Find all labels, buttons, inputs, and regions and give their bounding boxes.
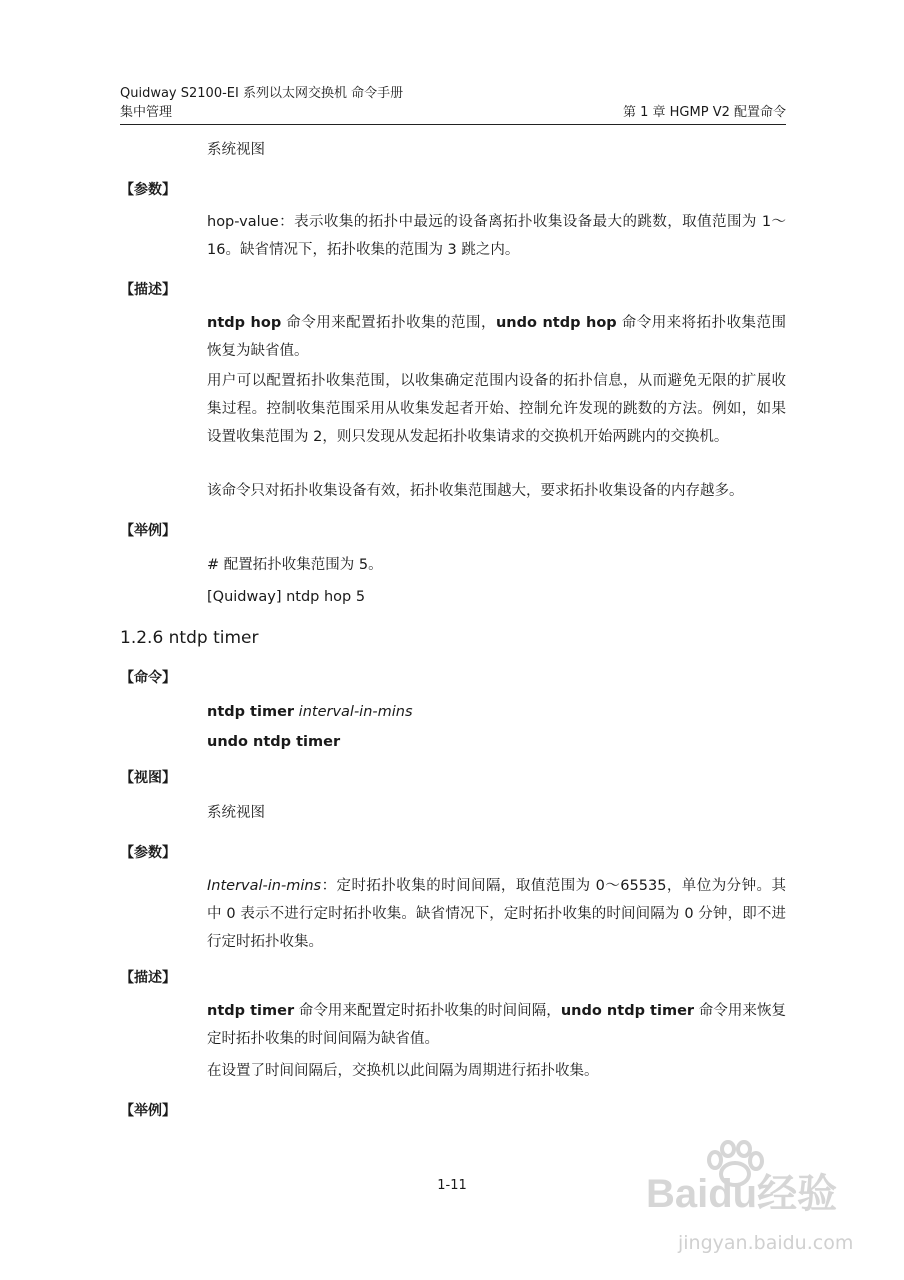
desc-paragraph-2: 用户可以配置拓扑收集范围，以收集确定范围内设备的拓扑信息，从而避免无限的扩展收集过程。控制收集范围采用从收集发起者开始、控制允许发现的跳数的方法。例如，如果设置收集范围为 2，则只发现从发起拓扑收集请求的交换机开始两跳内的交换机。 bbox=[207, 373, 786, 445]
baidu-watermark bbox=[640, 1140, 860, 1270]
desc-text: 命令用来将拓扑收集范围恢复为缺省值。 bbox=[207, 315, 787, 359]
example-comment: # 配置拓扑收集范围为 5。 bbox=[207, 557, 383, 573]
command-keyword: ntdp timer bbox=[207, 704, 295, 720]
params-text: ：定时拓扑收集的时间间隔，取值范围为 0～65535，单位为分钟。其中 0 表示不进行定时拓扑收集。缺省情况下，定时拓扑收集的时间间隔为 0 分钟，即不进行定时拓扑收集。 bbox=[207, 878, 786, 950]
watermark-url: jingyan.baidu.com bbox=[678, 1232, 854, 1254]
desc-paragraph-1 bbox=[207, 997, 786, 1053]
command-syntax-2: undo ntdp timer bbox=[207, 734, 341, 750]
params-text: ：表示收集的拓扑中最远的设备离拓扑收集设备最大的跳数，取值范围为 1～16。缺省情况下，拓扑收集的范围为 3 跳之内。 bbox=[207, 214, 786, 258]
command-keyword: ntdp timer bbox=[207, 1003, 295, 1019]
params-term: hop-value bbox=[207, 214, 279, 230]
command-heading: 【命令】 bbox=[120, 670, 176, 686]
params-paragraph bbox=[207, 872, 786, 956]
command-keyword: undo ntdp timer bbox=[560, 1003, 695, 1019]
view-text: 系统视图 bbox=[207, 142, 265, 158]
view-heading: 【视图】 bbox=[120, 770, 176, 786]
watermark-logo: Baidu经验 bbox=[646, 1172, 838, 1216]
view-text: 系统视图 bbox=[207, 805, 265, 821]
header-title: Quidway S2100-EI 系列以太网交换机 命令手册 bbox=[120, 86, 404, 101]
command-syntax-1 bbox=[207, 702, 413, 722]
desc-text: 命令用来配置拓扑收集的范围， bbox=[281, 315, 496, 331]
command-argument: interval-in-mins bbox=[298, 704, 413, 720]
params-paragraph bbox=[207, 208, 786, 264]
desc-paragraph-1 bbox=[207, 309, 786, 365]
desc-heading: 【描述】 bbox=[120, 282, 176, 298]
example-heading: 【举例】 bbox=[120, 1103, 176, 1119]
example-heading: 【举例】 bbox=[120, 523, 176, 539]
params-heading: 【参数】 bbox=[120, 182, 176, 198]
page-number: 1-11 bbox=[437, 1178, 467, 1193]
params-term: Interval-in-mins bbox=[207, 878, 322, 894]
desc-paragraph-3: 该命令只对拓扑收集设备有效，拓扑收集范围越大，要求拓扑收集设备的内存越多。 bbox=[207, 483, 744, 499]
section-title: 1.2.6 ntdp timer bbox=[120, 628, 259, 648]
header-chapter: 第 1 章 HGMP V2 配置命令 bbox=[622, 105, 786, 120]
command-keyword: undo ntdp hop bbox=[495, 315, 617, 331]
command-keyword: ntdp hop bbox=[207, 315, 282, 331]
header-subtitle: 集中管理 bbox=[120, 105, 173, 120]
header-divider bbox=[120, 124, 786, 125]
params-heading: 【参数】 bbox=[120, 845, 176, 861]
desc-text: 命令用来恢复定时拓扑收集的时间间隔为缺省值。 bbox=[207, 1003, 787, 1047]
example-command: [Quidway] ntdp hop 5 bbox=[207, 589, 366, 605]
desc-heading: 【描述】 bbox=[120, 970, 176, 986]
desc-text: 命令用来配置定时拓扑收集的时间间隔， bbox=[294, 1003, 561, 1019]
desc-paragraph-2: 在设置了时间间隔后，交换机以此间隔为周期进行拓扑收集。 bbox=[207, 1063, 599, 1079]
